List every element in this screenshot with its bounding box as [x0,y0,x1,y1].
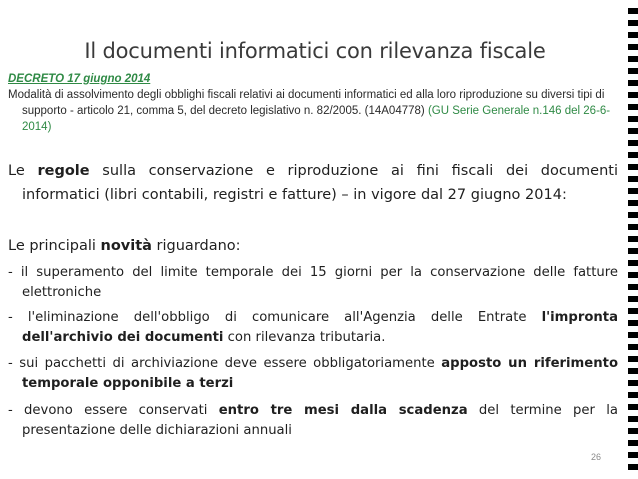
list-item-bold: l'impronta dell'archivio dei documenti [22,310,618,345]
page-number: 26 [591,452,602,462]
list-item-text: - l'eliminazione dell'obbligo di comunicare all'Agenzia delle Entrate [8,310,542,325]
list-item [8,308,618,348]
list-item-text: - devono essere conservati [8,403,219,418]
list-item-text: del termine per la presentazione delle dichiarazioni annuali [22,403,618,438]
list-item [8,401,618,441]
novelties-text-c: riguardano: [151,238,241,254]
decree-description [8,87,612,135]
decree-description-text: Modalità di assolvimento degli obblighi fiscali relativi ai documenti informatici ed alla loro riproduzione su diversi tipi di supporto - articolo 21, comma 5, del decreto legislativo n. 82/2005. (14A04778) [8,89,605,117]
list-item-text: con rilevanza tributaria. [223,330,386,345]
intro-paragraph [8,159,618,207]
slide-title: Il documenti informatici con rilevanza fiscale [84,39,546,63]
list-item [8,354,618,394]
novelties-heading [8,236,604,256]
list-item-bold: entro tre mesi dalla scadenza [218,403,468,418]
list-item [8,263,618,303]
intro-text-bold: regole [37,163,90,179]
intro-text-c: sulla conservazione e riproduzione ai fini fiscali dei documenti informatici (libri contabili, registri e fatture) – in vigore dal 27 giugno 2014: [22,163,618,203]
novelties-text-bold: novità [100,238,152,254]
slide-edge-decoration [628,0,638,479]
gazette-reference: (GU Serie Generale n.146 del 26-6-2014) [22,105,611,133]
list-item-bold: apposto un riferimento temporale opponibile a terzi [22,356,618,391]
list-item-text: - sui pacchetti di archiviazione deve essere obbligatoriamente [8,356,442,371]
list-item-text: - il superamento del limite temporale dei 15 giorni per la conservazione delle fatture elettroniche [8,265,618,300]
intro-text-a: Le [8,163,38,179]
decree-link[interactable]: DECRETO 17 giugno 2014 [8,73,151,85]
novelties-text-a: Le principali [8,238,101,254]
